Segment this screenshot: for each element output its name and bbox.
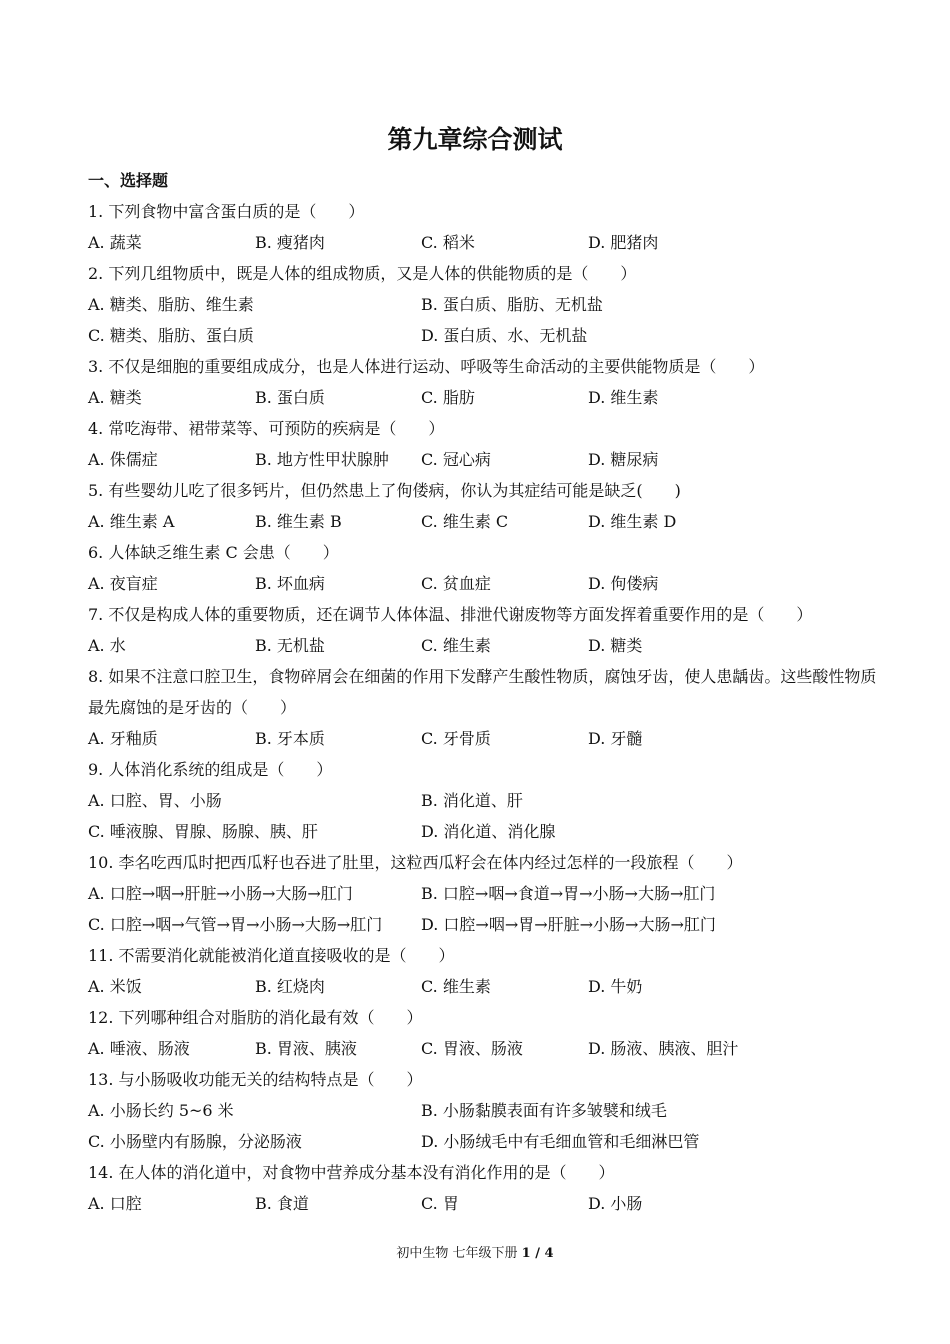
page-number: 1 [521,1246,531,1261]
option-b: B. 瘦猪肉 [255,233,325,252]
option-d: D. 肥猪肉 [588,233,659,252]
option-a: A. 糖类、脂肪、维生素 [88,295,254,314]
option-b: B. 口腔→咽→食道→胃→小肠→大肠→肛门 [421,884,716,903]
question-list [88,196,878,1219]
option-row [88,1095,878,1126]
option-c: C. 牙骨质 [421,729,491,748]
question-1: 1. 下列食物中富含蛋白质的是（ ） [88,202,365,221]
question-3: 3. 不仅是细胞的重要组成成分，也是人体进行运动、呼吸等生命活动的主要供能物质是（ ） [88,357,765,376]
option-c: C. 胃液、肠液 [421,1039,523,1058]
option-d: D. 蛋白质、水、无机盐 [421,326,588,345]
question-11: 11. 不需要消化就能被消化道直接吸收的是（ ） [88,946,455,965]
option-b: B. 牙本质 [255,729,325,748]
question-8: 8. 如果不注意口腔卫生，食物碎屑会在细菌的作用下发酵产生酸性物质，腐蚀牙齿，使人患龋齿。这些酸性物质最先腐蚀的是牙齿的（ ） [88,667,877,717]
option-a: A. 维生素 A [88,512,175,531]
option-d: D. 口腔→咽→胃→肝脏→小肠→大肠→肛门 [421,915,716,934]
option-row [88,909,878,940]
option-d: D. 维生素 D [588,512,677,531]
option-row [88,816,878,847]
option-d: D. 糖类 [588,636,643,655]
question-14: 14. 在人体的消化道中，对食物中营养成分基本没有消化作用的是（ ） [88,1163,615,1182]
question-7: 7. 不仅是构成人体的重要物质，还在调节人体体温、排泄代谢废物等方面发挥着重要作用的是（ ） [88,605,813,624]
option-row [88,320,878,351]
option-row [88,227,878,258]
option-a: A. 口腔、胃、小肠 [88,791,222,810]
option-row [88,568,878,599]
option-d: D. 小肠 [588,1194,643,1213]
option-row [88,289,878,320]
option-d: D. 维生素 [588,388,659,407]
option-d: D. 消化道、消化腺 [421,822,556,841]
question-4: 4. 常吃海带、裙带菜等、可预防的疾病是（ ） [88,419,445,438]
option-b: B. 小肠黏膜表面有许多皱襞和绒毛 [421,1101,667,1120]
option-d: D. 牙髓 [588,729,643,748]
option-a: A. 水 [88,636,126,655]
option-d: D. 佝偻病 [588,574,659,593]
option-row [88,382,878,413]
option-c: C. 胃 [421,1194,459,1213]
option-a: A. 米饭 [88,977,142,996]
question-10: 10. 李名吃西瓜时把西瓜籽也吞进了肚里，这粒西瓜籽会在体内经过怎样的一段旅程（ ） [88,853,743,872]
question-5: 5. 有些婴幼儿吃了很多钙片，但仍然患上了佝偻病，你认为其症结可能是缺乏( ) [88,481,681,500]
option-c: C. 维生素 [421,636,491,655]
option-row [88,971,878,1002]
option-b: B. 地方性甲状腺肿 [255,450,389,469]
option-a: A. 夜盲症 [88,574,158,593]
option-d: D. 牛奶 [588,977,643,996]
option-b: B. 红烧肉 [255,977,325,996]
option-c: C. 小肠壁内有肠腺，分泌肠液 [88,1132,302,1151]
option-a: A. 侏儒症 [88,450,158,469]
option-row [88,1126,878,1157]
option-row [88,444,878,475]
option-a: A. 小肠长约 5~6 米 [88,1101,234,1120]
option-b: B. 食道 [255,1194,309,1213]
option-d: D. 肠液、胰液、胆汁 [588,1039,739,1058]
page-separator: / [530,1246,545,1261]
option-a: A. 口腔 [88,1194,142,1213]
option-b: B. 维生素 B [255,512,342,531]
option-row [88,1188,878,1219]
question-6: 6. 人体缺乏维生素 C 会患（ ） [88,543,339,562]
option-a: A. 蔬菜 [88,233,142,252]
section-heading: 一、选择题 [88,171,169,190]
option-d: D. 小肠绒毛中有毛细血管和毛细淋巴管 [421,1132,700,1151]
option-c: C. 维生素 C [421,512,509,531]
option-a: A. 口腔→咽→肝脏→小肠→大肠→肛门 [88,884,353,903]
option-b: B. 蛋白质、脂肪、无机盐 [421,295,603,314]
question-9: 9. 人体消化系统的组成是（ ） [88,760,333,779]
option-c: C. 口腔→咽→气管→胃→小肠→大肠→肛门 [88,915,383,934]
option-c: C. 维生素 [421,977,491,996]
question-2: 2. 下列几组物质中，既是人体的组成物质，又是人体的供能物质的是（ ） [88,264,637,283]
option-c: C. 冠心病 [421,450,491,469]
option-c: C. 贫血症 [421,574,491,593]
option-row [88,1033,878,1064]
page-total: 4 [544,1246,554,1261]
option-c: C. 糖类、脂肪、蛋白质 [88,326,254,345]
option-b: B. 坏血病 [255,574,325,593]
page-title: 第九章综合测试 [387,125,563,154]
question-12: 12. 下列哪种组合对脂肪的消化最有效（ ） [88,1008,423,1027]
option-row [88,785,878,816]
option-c: C. 唾液腺、胃腺、肠腺、胰、肝 [88,822,318,841]
option-c: C. 稻米 [421,233,475,252]
option-d: D. 糖尿病 [588,450,659,469]
option-b: B. 蛋白质 [255,388,325,407]
option-a: A. 唾液、肠液 [88,1039,190,1058]
question-13: 13. 与小肠吸收功能无关的结构特点是（ ） [88,1070,423,1089]
option-row [88,878,878,909]
footer-text: 初中生物 七年级下册 [396,1246,522,1261]
option-row [88,506,878,537]
option-a: A. 糖类 [88,388,142,407]
option-b: B. 消化道、肝 [421,791,523,810]
option-row [88,723,878,754]
option-b: B. 无机盐 [255,636,325,655]
option-c: C. 脂肪 [421,388,475,407]
option-b: B. 胃液、胰液 [255,1039,357,1058]
page-footer [0,1242,950,1261]
option-a: A. 牙釉质 [88,729,158,748]
option-row [88,630,878,661]
